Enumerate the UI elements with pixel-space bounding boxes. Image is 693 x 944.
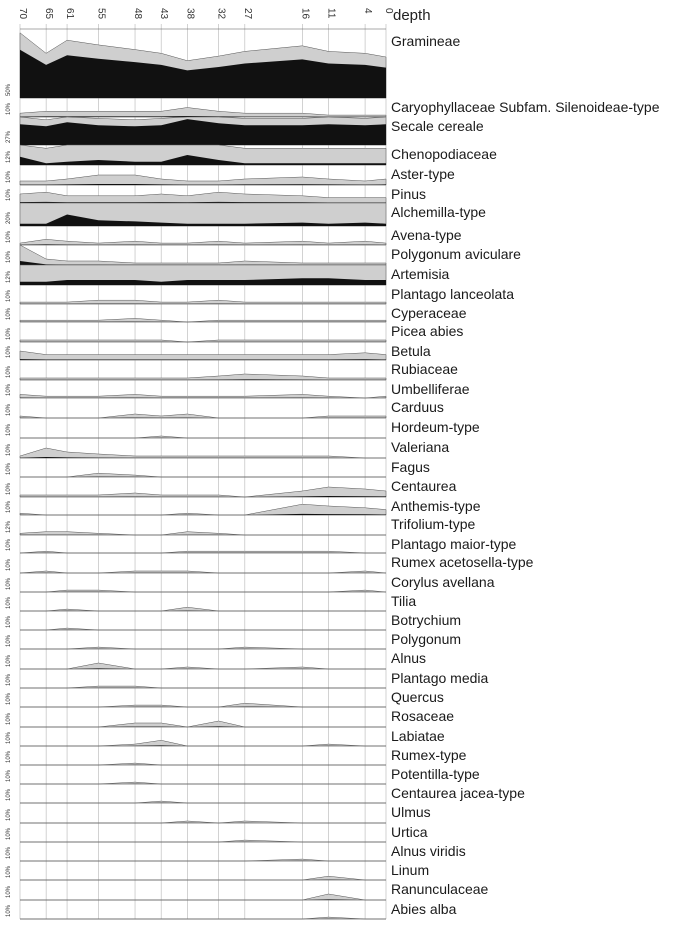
depth-tick-label: 4 [362, 8, 373, 14]
taxon-scale-label [6, 443, 12, 456]
taxon-exaggerated-curve [20, 374, 386, 380]
taxon-scale-label: 10% [6, 750, 12, 763]
depth-tick-label: 32 [216, 8, 227, 20]
taxon-label: Alnus [391, 650, 426, 666]
depth-tick-label: 65 [43, 8, 54, 20]
taxon-scale-label: 10% [6, 327, 12, 340]
taxon-exaggerated-curve [20, 175, 386, 185]
taxon-scale-label: 12% [6, 520, 12, 533]
taxon-scale-label: 10% [6, 634, 12, 647]
depth-tick-label: 55 [95, 8, 106, 20]
taxon-label: Abies alba [391, 901, 457, 917]
taxon-label: Tilia [391, 593, 416, 609]
taxon-exaggerated-curve [20, 300, 386, 304]
taxon-label: Urtica [391, 824, 428, 840]
taxon-label: Anthemis-type [391, 498, 481, 514]
taxon-exaggerated-curve [20, 607, 386, 611]
taxon-label: Artemisia [391, 266, 450, 282]
taxon-label: Ulmus [391, 804, 431, 820]
taxon-label: Rumex-type [391, 747, 467, 763]
taxon-scale-label: 10% [6, 827, 12, 840]
depth-tick-label: 11 [325, 8, 336, 19]
taxon-label: Centaurea jacea-type [391, 785, 525, 801]
taxon-scale-label: 10% [6, 808, 12, 821]
taxon-exaggerated-curve [20, 504, 386, 515]
taxon-scale-label: 10% [6, 500, 12, 513]
taxon-labels [391, 33, 660, 917]
taxon-scale-label: 10% [6, 188, 12, 201]
taxon-scale-label: 50% [6, 83, 12, 96]
depth-axis-header [17, 8, 394, 20]
taxon-scale-label: 10% [6, 577, 12, 590]
taxon-scale-label: 10% [6, 102, 12, 115]
taxon-label: Potentilla-type [391, 766, 480, 782]
taxon-exaggerated-curve [20, 351, 386, 360]
taxon-scale-label [6, 289, 12, 302]
taxon-scale-label: 10% [6, 885, 12, 898]
taxon-exaggerated-curve [20, 340, 386, 342]
taxon-exaggerated-curve [20, 487, 386, 497]
taxon-label: Polygonum aviculare [391, 246, 521, 262]
taxon-scale-label: 10% [6, 365, 12, 378]
taxon-exaggerated-curve [20, 108, 386, 118]
taxon-label: Rumex acetosella-type [391, 554, 534, 570]
taxon-label: Betula [391, 343, 431, 359]
taxon-scale-label: 10% [6, 482, 12, 495]
depth-tick-label: 70 [17, 8, 28, 20]
taxon-exaggerated-curve [20, 448, 386, 458]
taxon-label: Corylus avellana [391, 574, 495, 590]
depth-tick-label: 16 [299, 8, 310, 20]
taxon-scale-label: 10% [6, 462, 12, 475]
taxon-scale-label: 27% [6, 130, 12, 143]
taxon-label: Umbelliferae [391, 381, 470, 397]
taxon-label: Alnus viridis [391, 843, 466, 859]
taxon-label: Labiatae [391, 728, 445, 744]
taxon-exaggerated-curve [20, 703, 386, 707]
taxon-scale-label: 10% [6, 788, 12, 801]
taxon-label: Plantago maior-type [391, 536, 517, 552]
taxon-label: Trifolium-type [391, 516, 475, 532]
taxon-label: Aster-type [391, 166, 455, 182]
taxon-label: Cyperaceae [391, 305, 467, 321]
depth-axis-title: depth [393, 7, 431, 24]
taxon-label: Avena-type [391, 227, 462, 243]
taxon-exaggerated-curve [20, 192, 386, 203]
taxon-scale-label: 10% [6, 654, 12, 667]
taxon-label: Hordeum-type [391, 419, 480, 435]
taxon-label: Chenopodiaceae [391, 146, 497, 162]
taxon-exaggerated-curve [20, 414, 386, 418]
taxon-scale-label: 10% [6, 558, 12, 571]
taxon-label: Ranunculaceae [391, 881, 489, 897]
depth-tick-label: 43 [158, 8, 169, 20]
taxon-scale-label: 10% [6, 170, 12, 183]
taxon-label: Carduus [391, 399, 444, 415]
taxon-exaggerated-curve [20, 245, 386, 265]
taxon-exaggerated-curve [20, 318, 386, 322]
taxon-scale-label: 10% [6, 673, 12, 686]
taxon-label: Fagus [391, 459, 430, 475]
taxon-label: Quercus [391, 689, 444, 705]
taxon-exaggerated-curve [20, 876, 386, 880]
taxon-label: Gramineae [391, 33, 460, 49]
taxon-exaggerated-curve [20, 740, 386, 746]
taxon-label: Centaurea [391, 478, 457, 494]
taxon-exaggerated-curve [20, 394, 386, 398]
taxon-scale-label: 10% [6, 865, 12, 878]
taxon-scale-label: 10% [6, 769, 12, 782]
taxon-exaggerated-curve [20, 239, 386, 245]
taxon-scale-label: 20% [6, 211, 12, 224]
taxon-scale-label: 10% [6, 712, 12, 725]
taxon-scale-label [6, 307, 12, 320]
depth-tick-label: 61 [64, 8, 75, 20]
taxon-label: Plantago lanceolata [391, 286, 514, 302]
taxon-bands [6, 29, 386, 919]
taxon-scale-label: 10% [6, 846, 12, 859]
depth-tick-label: 38 [184, 8, 195, 20]
taxon-scale-label: 10% [6, 250, 12, 263]
taxon-exaggerated-curve [20, 532, 386, 535]
taxon-scale-label: 10% [6, 731, 12, 744]
taxon-label: Plantago media [391, 670, 489, 686]
taxon-scale-label: 12% [6, 270, 12, 283]
taxon-label: Linum [391, 862, 429, 878]
taxon-label: Valeriana [391, 439, 449, 455]
taxon-label: Rosaceae [391, 708, 454, 724]
depth-tick-label: 27 [242, 8, 253, 20]
taxon-scale-label: 10% [6, 345, 12, 358]
depth-tick-label: 48 [132, 8, 143, 20]
taxon-label: Pinus [391, 186, 426, 202]
taxon-label: Rubiaceae [391, 361, 458, 377]
taxon-scale-label: 12% [6, 150, 12, 163]
taxon-scale-label: 10% [6, 692, 12, 705]
taxon-exaggerated-curve [20, 894, 386, 900]
taxon-label: Polygonum [391, 631, 461, 647]
taxon-scale-label [6, 403, 12, 416]
taxon-scale-label: 10% [6, 904, 12, 917]
taxon-label: Picea abies [391, 323, 463, 339]
taxon-exaggerated-curve [20, 473, 386, 477]
taxon-label: Caryophyllaceae Subfam. Silenoideae-type [391, 99, 660, 115]
taxon-scale-label: 10% [6, 538, 12, 551]
taxon-scale-label: 10% [6, 596, 12, 609]
taxon-scale-label: 10% [6, 615, 12, 628]
taxon-exaggerated-curve [20, 663, 386, 669]
taxon-label: Alchemilla-type [391, 204, 486, 220]
taxon-exaggerated-curve [20, 721, 386, 727]
taxon-label: Botrychium [391, 612, 461, 628]
depth-tick-label: 0 [383, 8, 394, 14]
taxon-scale-label [6, 423, 12, 436]
taxon-label: Secale cereale [391, 118, 484, 134]
taxon-scale-label [6, 383, 12, 396]
taxon-scale-label: 10% [6, 230, 12, 243]
